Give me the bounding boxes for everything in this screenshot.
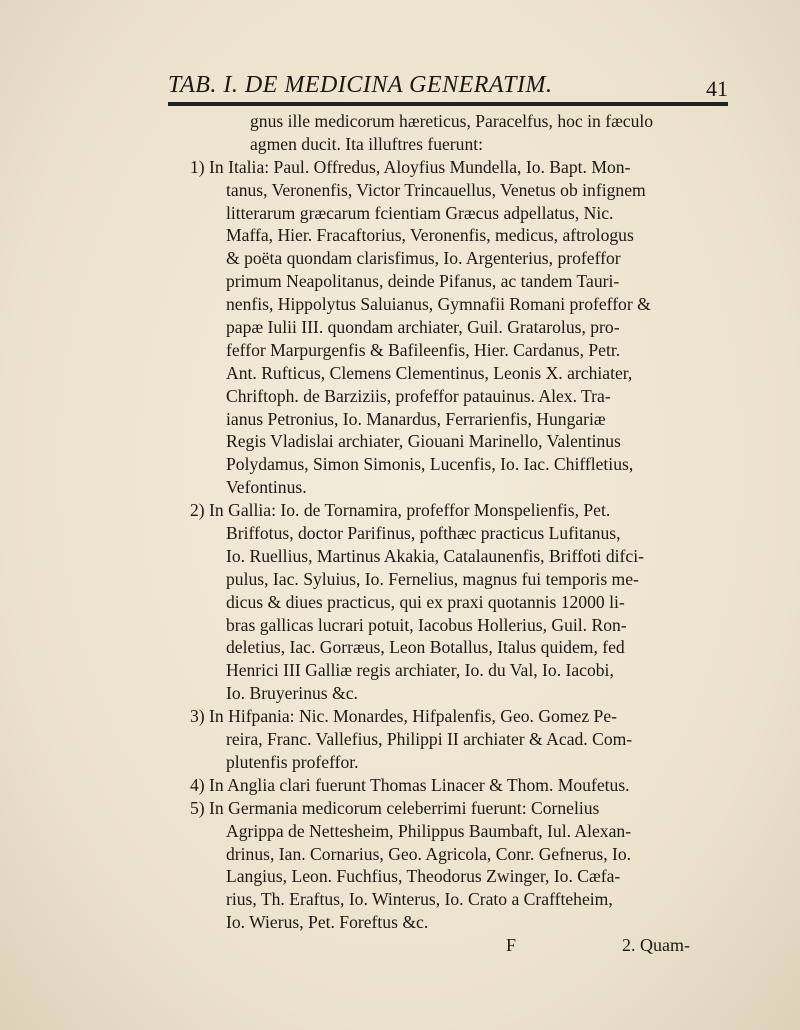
list-item-italia: 1) In Italia: Paul. Offredus, Aloyfius Mundella, Io. Bapt. Mon- [190,156,631,177]
text-line: bras gallicas lucrari potuit, Iacobus Hollerius, Guil. Ron- [226,614,627,635]
text-line: Io. Bruyerinus &c. [226,683,358,704]
text-line: Agrippa de Nettesheim, Philippus Baumbaft, Iul. Alexan- [226,820,632,841]
text-line: Langius, Leon. Fuchfius, Theodorus Zwinger, Io. Cæfa- [226,866,621,887]
text-line: reira, Franc. Vallefius, Philippi II archiater & Acad. Com- [226,729,633,750]
text-line: gnus ille medicorum hæreticus, Paracelfus, hoc in fæculo [250,111,654,131]
text-line: Regis Vladislai archiater, Giouani Marinello, Valentinus [226,431,621,452]
text-line: feffor Marpurgenfis & Bafileenfis, Hier. Cardanus, Petr. [226,339,621,360]
text-line: Io. Ruellius, Martinus Akakia, Catalaunenfis, Briffoti difci- [226,545,644,566]
text-line: Maffa, Hier. Fracaftorius, Veronenfis, medicus, aftrologus [226,225,634,246]
text-line: deletius, Iac. Gorræus, Leon Botallus, Italus quidem, fed [226,637,625,658]
running-title: TAB. I. DE MEDICINA GENERATIM. [168,72,553,98]
text-line: dicus & diues practicus, qui ex praxi quotannis 12000 li- [226,591,625,612]
catchword: 2. Quam- [622,935,690,956]
text-line: Io. Wierus, Pet. Foreftus &c. [226,912,429,933]
text-line: Vefontinus. [226,477,307,498]
text-line: Briffotus, doctor Parifinus, pofthæc practicus Lufitanus, [226,523,621,544]
text-line: Chriftoph. de Barziziis, profeffor patauinus. Alex. Tra- [226,385,611,406]
text-line: litterarum græcarum fcientiam Græcus adpellatus, Nic. [226,202,614,223]
text-line: pulus, Iac. Syluius, Io. Fernelius, magnus fui temporis me- [226,568,639,589]
text-line: nenfis, Hippolytus Saluianus, Gymnafii Romani profeffor & [226,294,651,315]
text-line: drinus, Ian. Cornarius, Geo. Agricola, Conr. Gefnerus, Io. [226,843,632,864]
list-item-anglia: 4) In Anglia clari fuerunt Thomas Linacer & Thom. Moufetus. [190,774,630,795]
text-line: papæ Iulii III. quondam archiater, Guil. Gratarolus, pro- [226,317,620,338]
text-line: agmen ducit. Ita illuftres fuerunt: [250,133,484,154]
text-line: Henrici III Galliæ regis archiater, Io. du Val, Io. Iacobi, [226,660,614,681]
body-text [186,110,738,956]
list-item-gallia: 2) In Gallia: Io. de Tornamira, profeffor Monspelienfis, Pet. [190,500,611,521]
text-line: ianus Petronius, Io. Manardus, Ferrarienfis, Hungariæ [226,408,606,429]
list-item-germania: 5) In Germania medicorum celeberrimi fuerunt: Cornelius [190,797,600,818]
text-line: Polydamus, Simon Simonis, Lucenfis, Io. Iac. Chiffletius, [226,454,634,475]
text-line: primum Neapolitanus, deinde Pifanus, ac tandem Tauri- [226,271,620,292]
page-footer [186,934,738,958]
text-line: Ant. Rufticus, Clemens Clementinus, Leonis X. archiater, [226,362,633,383]
page-header [168,62,728,106]
text-line: & poëta quondam clarisfimus, Io. Argenterius, profeffor [226,248,621,269]
text-line: tanus, Veronenfis, Victor Trincauellus, Venetus ob infignem [226,179,646,200]
page-number: 41 [706,76,728,101]
text-line: plutenfis profeffor. [226,751,359,772]
signature-mark: F [506,935,517,956]
list-item-hispania: 3) In Hifpania: Nic. Monardes, Hifpalenfis, Geo. Gomez Pe- [190,706,618,727]
text-line: rius, Th. Eraftus, Io. Winterus, Io. Crato a Craffteheim, [226,889,613,910]
